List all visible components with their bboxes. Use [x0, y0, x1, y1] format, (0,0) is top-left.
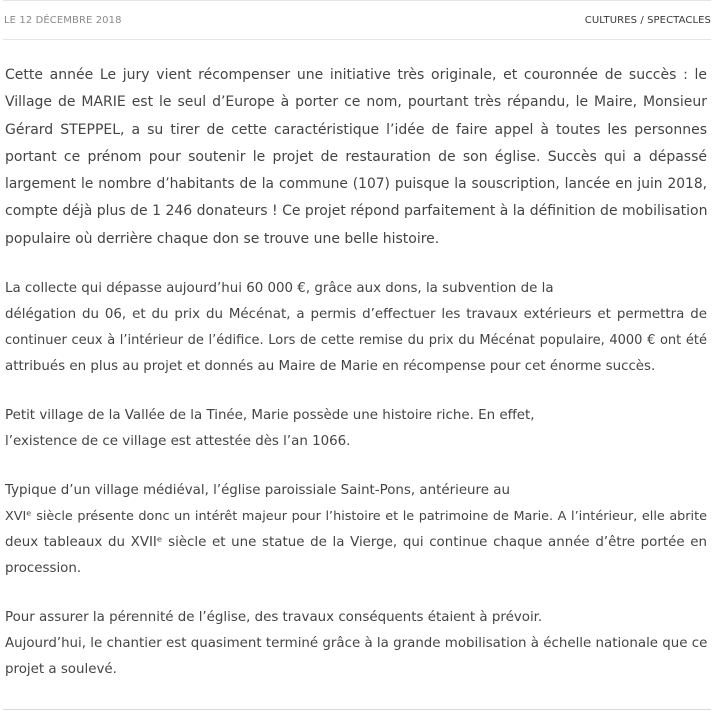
- paragraph-collecte: [5, 276, 707, 380]
- paragraph-travaux: [5, 605, 707, 683]
- paragraph-line: largement le nombre d’habitants de la commune (107) puisque la souscription, lancée en juin 2018,: [5, 176, 707, 193]
- paragraph-line: Petit village de la Vallée de la Tinée, Marie possède une histoire riche. En effet,: [5, 408, 535, 424]
- paragraph-line: délégation du 06, et du prix du Mécénat, a permis d’effectuer les travaux extérieurs et permettra de: [5, 307, 707, 323]
- paragraph-line: Pour assurer la pérennité de l’église, des travaux conséquents étaient à prévoir.: [5, 610, 543, 626]
- paragraph-line: procession.: [5, 561, 82, 577]
- paragraph-line: compte déjà plus de 1 246 donateurs ! Ce projet répond parfaitement à la définition de mobilisation: [5, 203, 708, 220]
- paragraph-village: [5, 403, 707, 455]
- article-body: [5, 62, 707, 706]
- paragraph-line: deux tableaux du XVIIᵉ siècle et une statue de la Vierge, qui continue chaque année d’être portée en: [5, 535, 707, 551]
- paragraph-line: Village de MARIE est le seul d’Europe à porter ce nom, pourtant très répandu, le Maire, Monsieur: [5, 94, 707, 111]
- paragraph-line: populaire où derrière chaque don se trouve une belle histoire.: [5, 230, 440, 247]
- bottom-divider: [3, 709, 711, 710]
- article-meta-bar: [3, 0, 711, 40]
- paragraph-line: projet a soulevé.: [5, 662, 117, 678]
- paragraph-line: Cette année Le jury vient récompenser une initiative très originale, et couronnée de succès : le: [5, 67, 707, 83]
- paragraph-line: attribués en plus au projet et donnés au Maire de Marie en récompense pour cet énorme succès.: [5, 359, 656, 375]
- paragraph-line: continuer ceux à l’intérieur de l’édifice. Lors de cette remise du prix du Mécénat populaire, 4000 € ont été: [5, 333, 707, 349]
- paragraph-line: l’existence de ce village est attestée dès l’an 1066.: [5, 434, 351, 450]
- paragraph-intro: [5, 62, 707, 253]
- paragraph-line: La collecte qui dépasse aujourd’hui 60 000 €, grâce aux dons, la subvention de la: [5, 281, 554, 297]
- paragraph-line: Aujourd’hui, le chantier est quasiment terminé grâce à la grande mobilisation à échelle nationale que ce: [5, 636, 708, 652]
- paragraph-line: Gérard STEPPEL, a su tirer de cette caractéristique l’idée de faire appel à toutes les personnes: [5, 121, 707, 138]
- category-link[interactable]: CULTURES / SPECTACLES: [584, 14, 711, 26]
- publication-date: LE 12 DÉCEMBRE 2018: [4, 14, 122, 26]
- paragraph-line: XVIᵉ siècle présente donc un intérêt majeur pour l’histoire et le patrimoine de Marie. A l’intérieur, elle abrite: [5, 509, 707, 525]
- paragraph-eglise: [5, 478, 707, 582]
- paragraph-line: Typique d’un village médiéval, l’église paroissiale Saint-Pons, antérieure au: [5, 483, 510, 499]
- paragraph-line: portant ce prénom pour soutenir le projet de restauration de son église. Succès qui a dépassé: [5, 148, 707, 165]
